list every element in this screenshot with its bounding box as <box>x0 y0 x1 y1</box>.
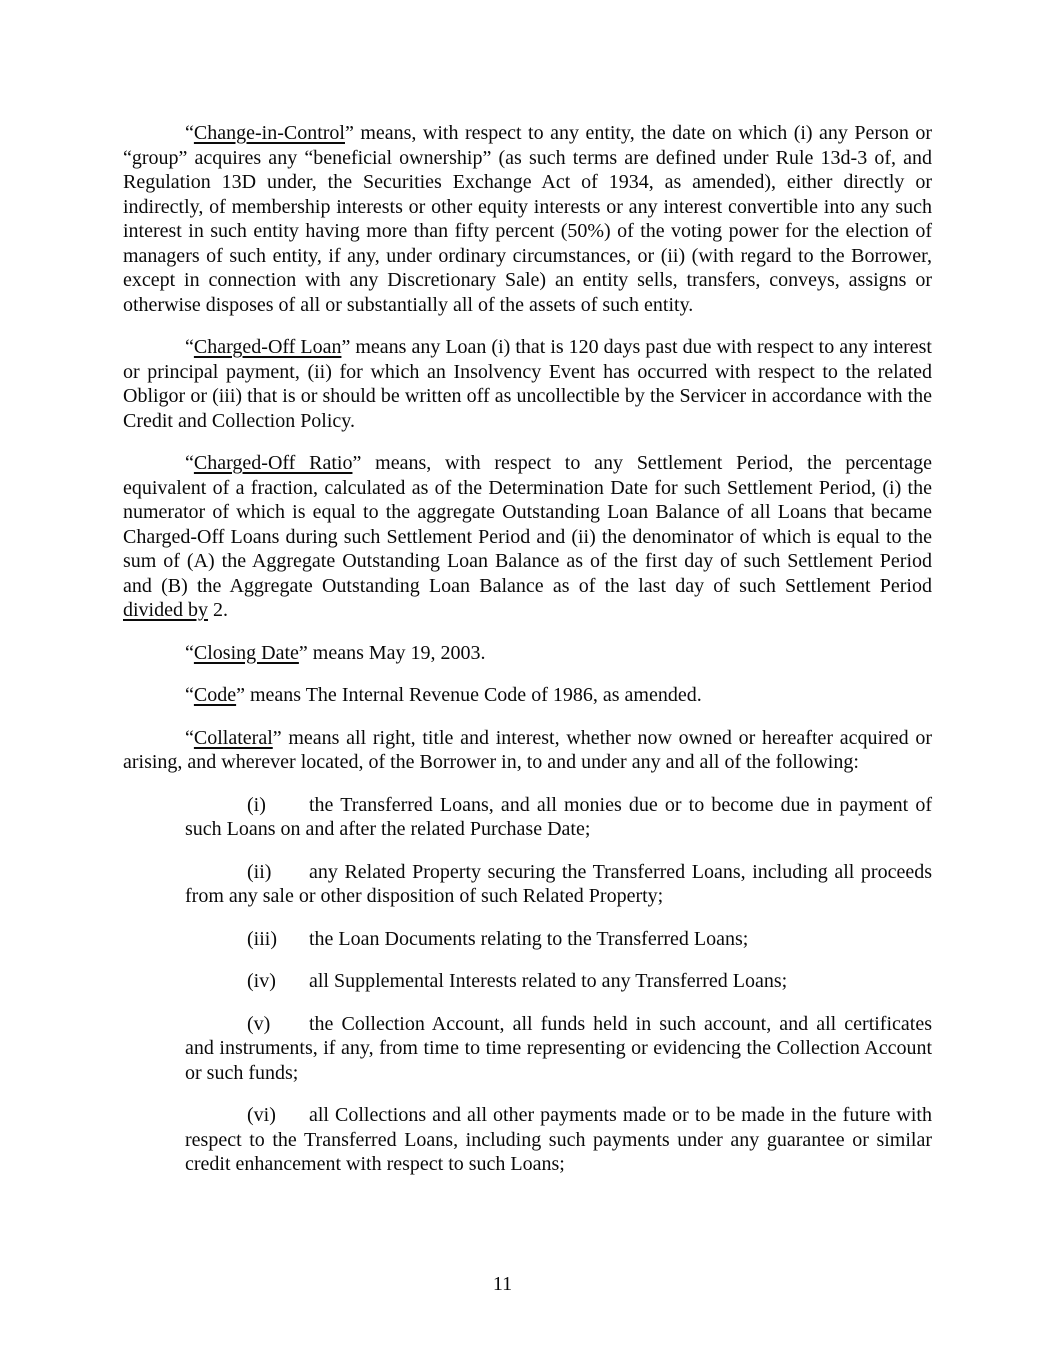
defined-term: Closing Date <box>193 641 299 664</box>
text-run: ” means May 19, 2003. <box>298 641 486 664</box>
defined-term: Charged-Off Ratio <box>193 452 353 474</box>
list-marker: (v) <box>247 1012 271 1035</box>
text-run: ” means, with respect to any Settlement Period, the percentage equivalent of a fraction, calculated as of the Determination Date for such Settlement Period, (i) the numerator of which is equal to the aggregate Outstanding Loan Balance of all Loans that became Charged-Off Loans during such Settlement Period and (ii) the denominator of which is equal to the sum of (A) the Aggregate Outstanding Loan Balance as of the first day of such Settlement Period and (B) the Aggregate Outstanding Loan Balance as of the last day of such Settlement Period <box>123 452 932 597</box>
defined-term: divided by <box>123 599 208 621</box>
text-run: ” means all right, title and interest, whether now owned or hereafter acquired or arising, and wherever located, of the Borrower in, to and under any and all of the following: <box>123 726 932 773</box>
text-run: ” means, with respect to any entity, the date on which (i) any Person or “group” acquires any “beneficial ownership” (as such terms are defined under Rule 13d-3 of, and Regulation 13D under, the Securities Exchange Act of 1934, as amended), either directly or indirectly, of membership interests or other equity interests or any interest convertible into any such interest in such entity having more than fifty percent (50%) of the voting power for the election of managers of such entity, if any, under ordinary circumstances, or (ii) (with regard to the Borrower, except in connection with any Discretionary Sale) an entity sells, transfers, conveys, assigns or otherwise disposes of all or substantially all of the assets of such entity. <box>123 122 932 316</box>
page-number: 11 <box>492 1273 513 1295</box>
list-marker: (vi) <box>247 1104 276 1126</box>
list-item <box>185 969 932 994</box>
document-body <box>123 121 932 1195</box>
list-item <box>185 793 932 842</box>
text-run: 2. <box>208 599 228 621</box>
defined-term: Change-in-Control <box>193 122 345 144</box>
list-item <box>185 860 932 909</box>
text-run: ” means any Loan (i) that is 120 days past due with respect to any interest or principal payment, (ii) for which an Insolvency Event has occurred with respect to the related Obligor or (iii) that is or should be written off as uncollectible by the Servicer in accordance with the Credit and Collection Policy. <box>123 336 932 432</box>
list-item <box>185 1012 932 1086</box>
definition-paragraph <box>123 683 932 708</box>
definition-paragraph <box>123 121 932 317</box>
list-marker: (i) <box>247 793 266 816</box>
text-run: the Transferred Loans, and all monies due or to become due in payment of such Loans on and after the related Purchase Date; <box>185 793 932 840</box>
defined-term: Charged-Off Loan <box>193 336 342 358</box>
definition-paragraph <box>123 335 932 433</box>
text-run: all Supplemental Interests related to any Transferred Loans; <box>309 970 788 992</box>
text-run: “ <box>185 726 194 749</box>
list-item <box>185 1103 932 1177</box>
list-marker: (ii) <box>247 860 272 883</box>
text-run: any Related Property securing the Transferred Loans, including all proceeds from any sale or other disposition of such Related Property; <box>185 860 932 907</box>
text-run: ” means The Internal Revenue Code of 1986, as amended. <box>236 684 702 706</box>
text-run: “ <box>185 684 194 706</box>
text-run: “ <box>185 336 194 358</box>
text-run: “ <box>185 452 194 474</box>
text-run: “ <box>185 122 194 144</box>
list-item <box>185 927 932 952</box>
list-marker: (iv) <box>247 970 276 992</box>
text-run: the Loan Documents relating to the Transferred Loans; <box>309 927 749 950</box>
definition-paragraph <box>123 451 932 623</box>
definition-paragraph <box>123 726 932 775</box>
text-run: all Collections and all other payments made or to be made in the future with respect to the Transferred Loans, including such payments under any guarantee or similar credit enhancement with respect to such Loans; <box>185 1104 932 1175</box>
definition-paragraph <box>123 641 932 666</box>
list-marker: (iii) <box>247 927 277 950</box>
text-run: “ <box>185 641 194 664</box>
defined-term: Code <box>193 684 237 706</box>
text-run: the Collection Account, all funds held in such account, and all certificates and instruments, if any, from time to time representing or evidencing the Collection Account or such funds; <box>185 1012 932 1084</box>
defined-term: Collateral <box>193 726 273 749</box>
